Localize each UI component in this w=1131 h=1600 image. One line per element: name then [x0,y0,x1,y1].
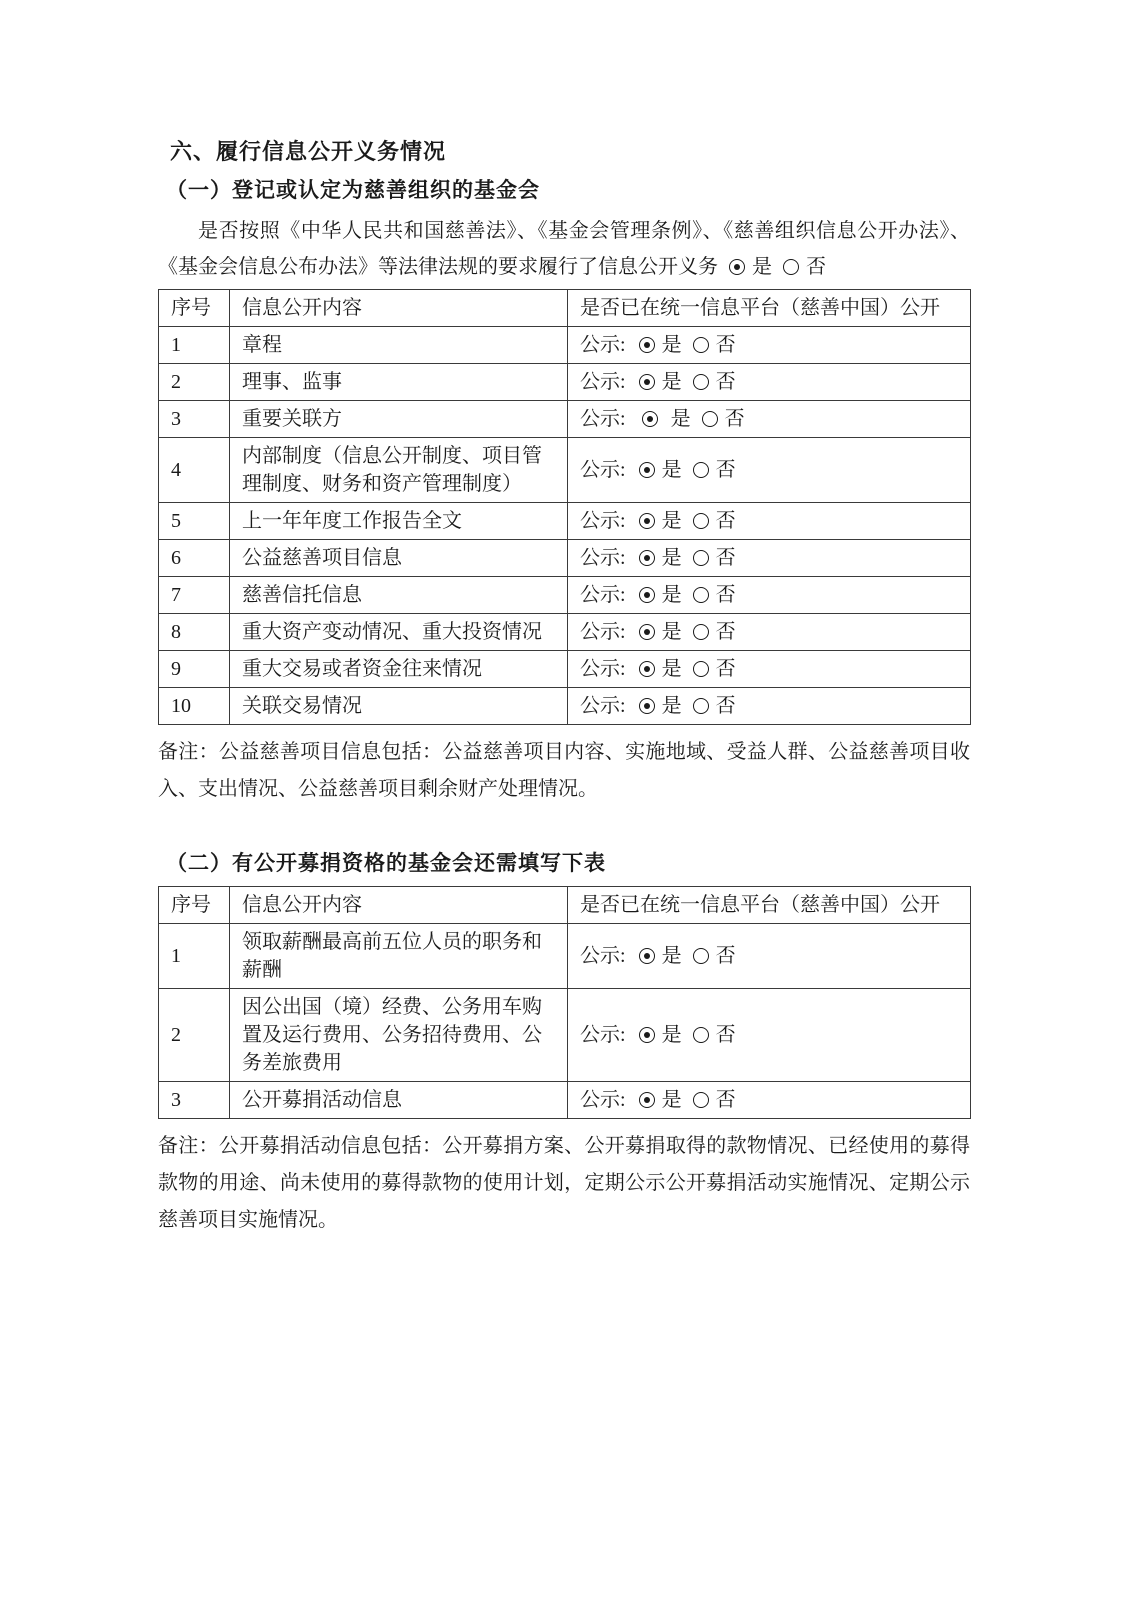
table-row [159,688,971,725]
table-row [159,438,971,503]
radio-yes-icon[interactable] [642,411,658,427]
row-content: 上一年年度工作报告全文 [230,503,568,540]
row-number: 6 [159,540,230,577]
row-number: 8 [159,614,230,651]
no-label: 否 [715,1089,736,1111]
radio-no-icon[interactable] [693,661,709,677]
row-content: 因公出国（境）经费、公务用车购置及运行费用、公务招待费用、公务差旅费用 [230,989,568,1082]
row-number: 7 [159,577,230,614]
publish-label: 公示: [580,658,626,680]
part2-note: 备注：公开募捐活动信息包括：公开募捐方案、公开募捐取得的款物情况、已经使用的募得款物的用途、尚未使用的募得款物的使用计划，定期公示公开募捐活动实施情况、定期公示慈善项目实施情况。 [158,1135,970,1231]
row-content: 理事、监事 [230,364,568,401]
table-row [159,924,971,989]
table-row [159,651,971,688]
row-number: 3 [159,1082,230,1119]
yes-label: 是 [661,658,682,680]
no-label: 否 [715,510,736,532]
document-page [158,138,970,1239]
no-label: 否 [715,695,736,717]
yes-label: 是 [661,459,682,481]
col-header-num: 序号 [159,290,230,327]
row-content: 重要关联方 [230,401,568,438]
radio-no-icon[interactable] [693,337,709,353]
no-label: 否 [715,371,736,393]
table-row [159,503,971,540]
radio-no-icon[interactable] [693,513,709,529]
radio-yes-icon[interactable] [729,259,745,275]
radio-yes-icon[interactable] [639,374,655,390]
publish-label: 公示: [580,371,626,393]
publish-label: 公示: [580,459,626,481]
no-label: 否 [715,1024,736,1046]
row-number: 2 [159,364,230,401]
yes-label: 是 [661,621,682,643]
no-label: 否 [715,584,736,606]
disclosure-table-1 [158,289,971,725]
row-content: 慈善信托信息 [230,577,568,614]
no-label: 否 [715,945,736,967]
radio-yes-icon[interactable] [639,462,655,478]
yes-label: 是 [661,584,682,606]
table-row [159,577,971,614]
radio-yes-icon[interactable] [639,550,655,566]
row-publish-cell [568,438,971,503]
radio-no-icon[interactable] [693,698,709,714]
col-header-published: 是否已在统一信息平台（慈善中国）公开 [568,290,971,327]
radio-no-icon[interactable] [693,624,709,640]
table-row [159,364,971,401]
row-content: 领取薪酬最高前五位人员的职务和薪酬 [230,924,568,989]
row-publish-cell [568,577,971,614]
radio-no-icon[interactable] [693,1092,709,1108]
yes-label: 是 [661,1024,682,1046]
radio-yes-icon[interactable] [639,587,655,603]
yes-label: 是 [661,695,682,717]
row-number: 1 [159,327,230,364]
publish-label: 公示: [580,334,626,356]
col-header-published: 是否已在统一信息平台（慈善中国）公开 [568,887,971,924]
row-number: 3 [159,401,230,438]
row-publish-cell [568,503,971,540]
no-label: 否 [715,459,736,481]
section-title: 六、履行信息公开义务情况 [170,139,447,164]
yes-label: 是 [661,371,682,393]
row-number: 2 [159,989,230,1082]
radio-yes-icon[interactable] [639,1027,655,1043]
row-publish-cell [568,1082,971,1119]
no-label: 否 [715,334,736,356]
yes-label: 是 [661,510,682,532]
no-label: 否 [806,256,826,278]
radio-yes-icon[interactable] [639,948,655,964]
yes-label: 是 [661,1089,682,1111]
table-row [159,327,971,364]
radio-no-icon[interactable] [693,462,709,478]
table-row [159,614,971,651]
table-header-row [159,887,971,924]
radio-yes-icon[interactable] [639,513,655,529]
publish-label: 公示: [580,510,626,532]
part2-title: （二）有公开募捐资格的基金会还需填写下表 [166,852,606,875]
row-publish-cell [568,327,971,364]
col-header-num: 序号 [159,887,230,924]
publish-label: 公示: [580,408,626,430]
table-row [159,1082,971,1119]
row-number: 1 [159,924,230,989]
row-number: 5 [159,503,230,540]
radio-yes-icon[interactable] [639,661,655,677]
intro-answer-group [718,256,826,278]
row-publish-cell [568,364,971,401]
part1-title: （一）登记或认定为慈善组织的基金会 [166,179,540,202]
radio-no-icon[interactable] [693,1027,709,1043]
yes-label: 是 [661,547,682,569]
row-content: 内部制度（信息公开制度、项目管理制度、财务和资产管理制度） [230,438,568,503]
table-header-row [159,290,971,327]
row-publish-cell [568,688,971,725]
col-header-content: 信息公开内容 [230,887,568,924]
radio-yes-icon[interactable] [639,337,655,353]
radio-yes-icon[interactable] [639,624,655,640]
publish-label: 公示: [580,695,626,717]
radio-no-icon[interactable] [693,374,709,390]
row-publish-cell [568,614,971,651]
no-label: 否 [715,621,736,643]
row-publish-cell [568,651,971,688]
row-content: 重大资产变动情况、重大投资情况 [230,614,568,651]
radio-no-icon[interactable] [783,259,799,275]
row-content: 公益慈善项目信息 [230,540,568,577]
publish-label: 公示: [580,945,626,967]
row-number: 10 [159,688,230,725]
yes-label: 是 [752,256,772,278]
publish-label: 公示: [580,1089,626,1111]
publish-label: 公示: [580,1024,626,1046]
radio-yes-icon[interactable] [639,698,655,714]
table-row [159,401,971,438]
part1-note: 备注：公益慈善项目信息包括：公益慈善项目内容、实施地域、受益人群、公益慈善项目收入、支出情况、公益慈善项目剩余财产处理情况。 [158,741,970,800]
row-number: 9 [159,651,230,688]
yes-label: 是 [661,945,682,967]
row-publish-cell [568,989,971,1082]
publish-label: 公示: [580,584,626,606]
row-publish-cell [568,540,971,577]
row-publish-cell [568,924,971,989]
publish-label: 公示: [580,621,626,643]
table-row [159,540,971,577]
no-label: 否 [715,658,736,680]
row-content: 重大交易或者资金往来情况 [230,651,568,688]
no-label: 否 [715,547,736,569]
radio-no-icon[interactable] [693,550,709,566]
radio-no-icon[interactable] [702,411,718,427]
row-content: 关联交易情况 [230,688,568,725]
row-number: 4 [159,438,230,503]
row-content: 章程 [230,327,568,364]
radio-no-icon[interactable] [693,587,709,603]
yes-label: 是 [661,334,682,356]
yes-label: 是 [670,408,691,430]
no-label: 否 [724,408,745,430]
radio-yes-icon[interactable] [639,1092,655,1108]
col-header-content: 信息公开内容 [230,290,568,327]
publish-label: 公示: [580,547,626,569]
intro-text: 是否按照《中华人民共和国慈善法》、《基金会管理条例》、《慈善组织信息公开办法》、《基金会信息公布办法》等法律法规的要求履行了信息公开义务 [158,220,970,278]
row-content: 公开募捐活动信息 [230,1082,568,1119]
disclosure-table-2 [158,886,971,1119]
table-row [159,989,971,1082]
radio-no-icon[interactable] [693,948,709,964]
row-publish-cell [568,401,971,438]
intro-paragraph [158,213,970,285]
